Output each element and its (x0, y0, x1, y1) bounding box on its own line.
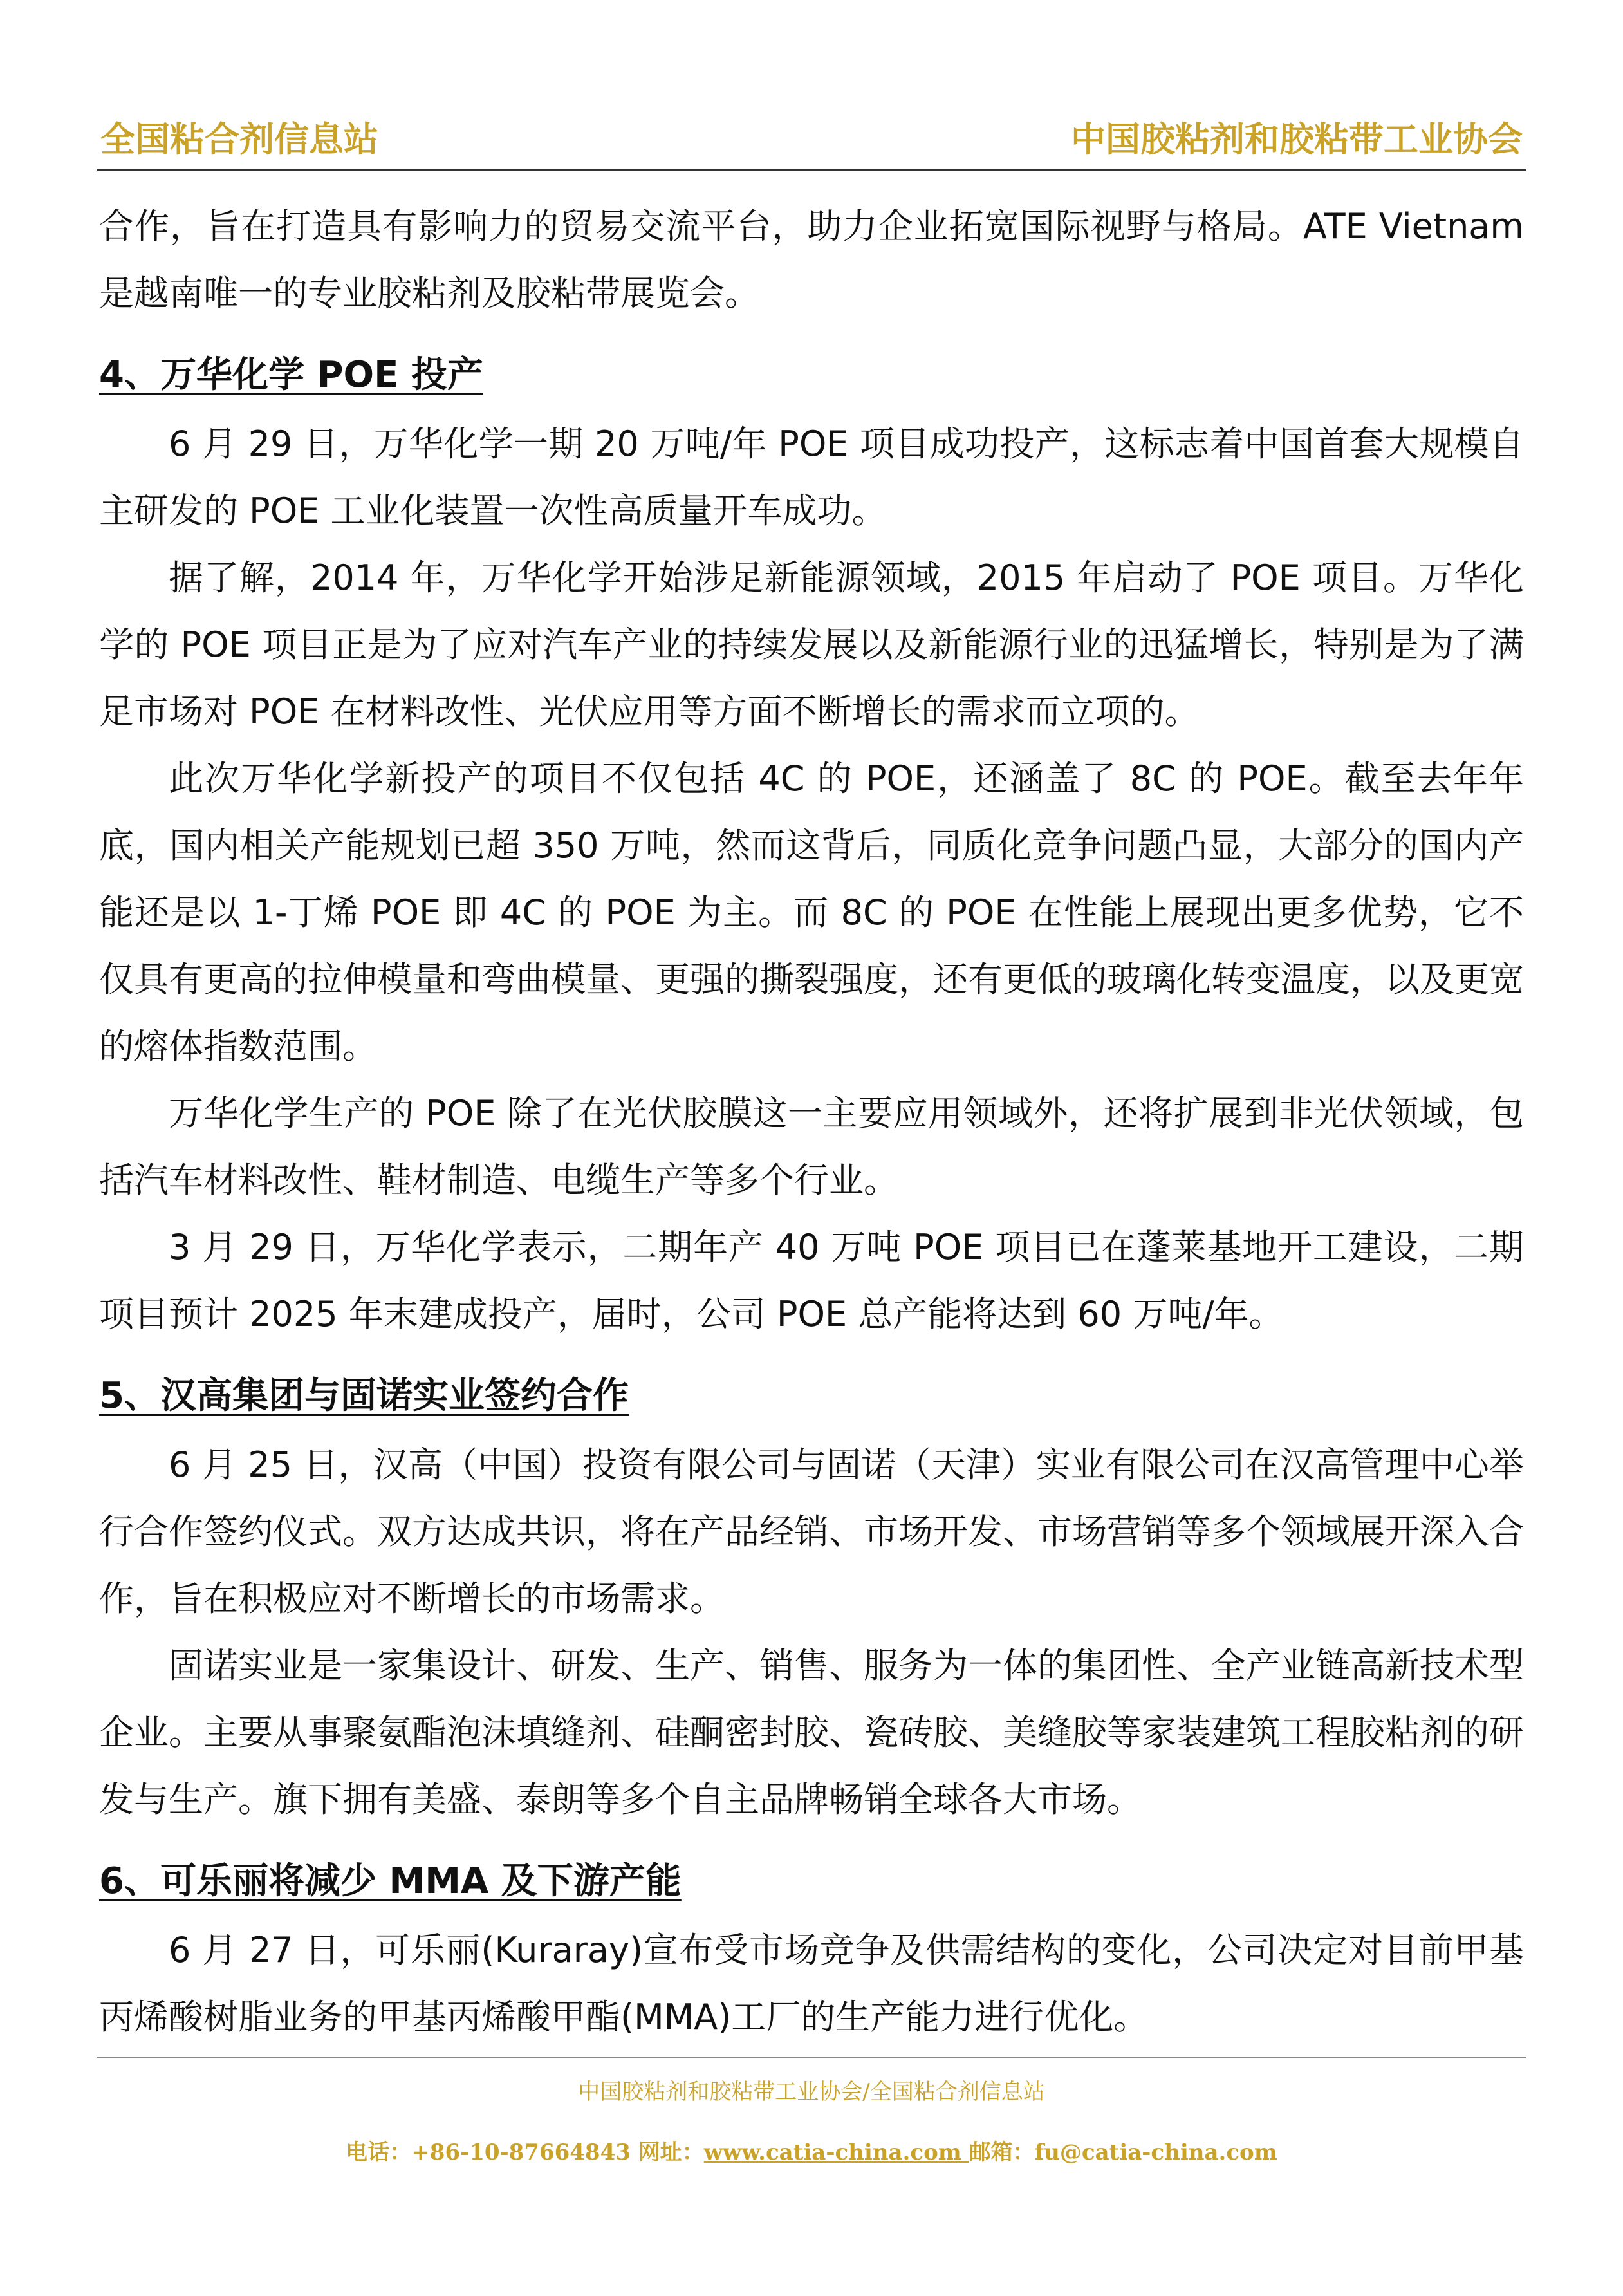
paragraph: 6 月 29 日，万华化学一期 20 万吨/年 POE 项目成功投产，这标志着中国首套大规模自主研发的 POE 工业化装置一次性高质量开车成功。 (99, 424, 1524, 531)
article-body (99, 193, 1524, 2051)
section-wanhua-poe (99, 340, 1524, 1348)
section-henkel-guno (99, 1361, 1524, 1833)
footer-phone: 电话：+86-10-87664843 网址： (346, 2140, 704, 2165)
paragraph: 据了解，2014 年，万华化学开始涉足新能源领域，2015 年启动了 POE 项目。万华化学的 POE 项目正是为了应对汽车产业的持续发展以及新能源行业的迅猛增长，特别是为了满足市场对 POE 在材料改性、光伏应用等方面不断增长的需求而立项的。 (99, 557, 1524, 732)
page-header (97, 117, 1526, 171)
page-footer (97, 2057, 1526, 2169)
section-heading: 4、万华化学 POE 投产 (99, 354, 483, 396)
footer-organization: 中国胶粘剂和胶粘带工业协会/全国粘合剂信息站 (578, 2079, 1045, 2105)
paragraph: 6 月 25 日，汉高（中国）投资有限公司与固诺（天津）实业有限公司在汉高管理中心举行合作签约仪式。双方达成共识，将在产品经销、市场开发、市场营销等多个领域展开深入合作，旨在积极应对不断增长的市场需求。 (99, 1444, 1524, 1619)
paragraph: 3 月 29 日，万华化学表示，二期年产 40 万吨 POE 项目已在蓬莱基地开工建设，二期项目预计 2025 年末建成投产，届时，公司 POE 总产能将达到 60 万吨/年。 (99, 1227, 1524, 1334)
section-heading: 5、汉高集团与固诺实业签约合作 (99, 1375, 629, 1417)
paragraph: 万华化学生产的 POE 除了在光伏胶膜这一主要应用领域外，还将扩展到非光伏领域，包括汽车材料改性、鞋材制造、电缆生产等多个行业。 (99, 1093, 1524, 1200)
footer-email: 邮箱：fu@catia-china.com (969, 2140, 1277, 2165)
footer-website-link[interactable]: www.catia-china.com (703, 2140, 969, 2165)
header-site-name: 全国粘合剂信息站 (100, 119, 378, 160)
paragraph: 固诺实业是一家集设计、研发、生产、销售、服务为一体的集团性、全产业链高新技术型企业。主要从事聚氨酯泡沫填缝剂、硅酮密封胶、瓷砖胶、美缝胶等家装建筑工程胶粘剂的研发与生产。旗下拥有美盛、泰朗等多个自主品牌畅销全球各大市场。 (99, 1645, 1524, 1820)
paragraph: 6 月 27 日，可乐丽(Kuraray)宣布受市场竞争及供需结构的变化，公司决定对目前甲基丙烯酸树脂业务的甲基丙烯酸甲酯(MMA)工厂的生产能力进行优化。 (99, 1930, 1524, 2037)
paragraph: 此次万华化学新投产的项目不仅包括 4C 的 POE，还涵盖了 8C 的 POE。截至去年年底，国内相关产能规划已超 350 万吨，然而这背后，同质化竞争问题凸显，大部分的国内产能还是以 1-丁烯 POE 即 4C 的 POE 为主。而 8C 的 POE 在性能上展现出更多优势，它不仅具有更高的拉伸模量和弯曲模量、更强的撕裂强度，还有更低的玻璃化转变温度，以及更宽的熔体指数范围。 (99, 758, 1524, 1067)
section-heading: 6、可乐丽将减少 MMA 及下游产能 (99, 1860, 682, 1902)
header-association-name: 中国胶粘剂和胶粘带工业协会 (1071, 119, 1523, 160)
section-kuraray-mma (99, 1846, 1524, 2051)
intro-paragraph: 合作，旨在打造具有影响力的贸易交流平台，助力企业拓宽国际视野与格局。ATE Vietnam 是越南唯一的专业胶粘剂及胶粘带展览会。 (99, 206, 1524, 313)
footer-contact (97, 2136, 1526, 2169)
